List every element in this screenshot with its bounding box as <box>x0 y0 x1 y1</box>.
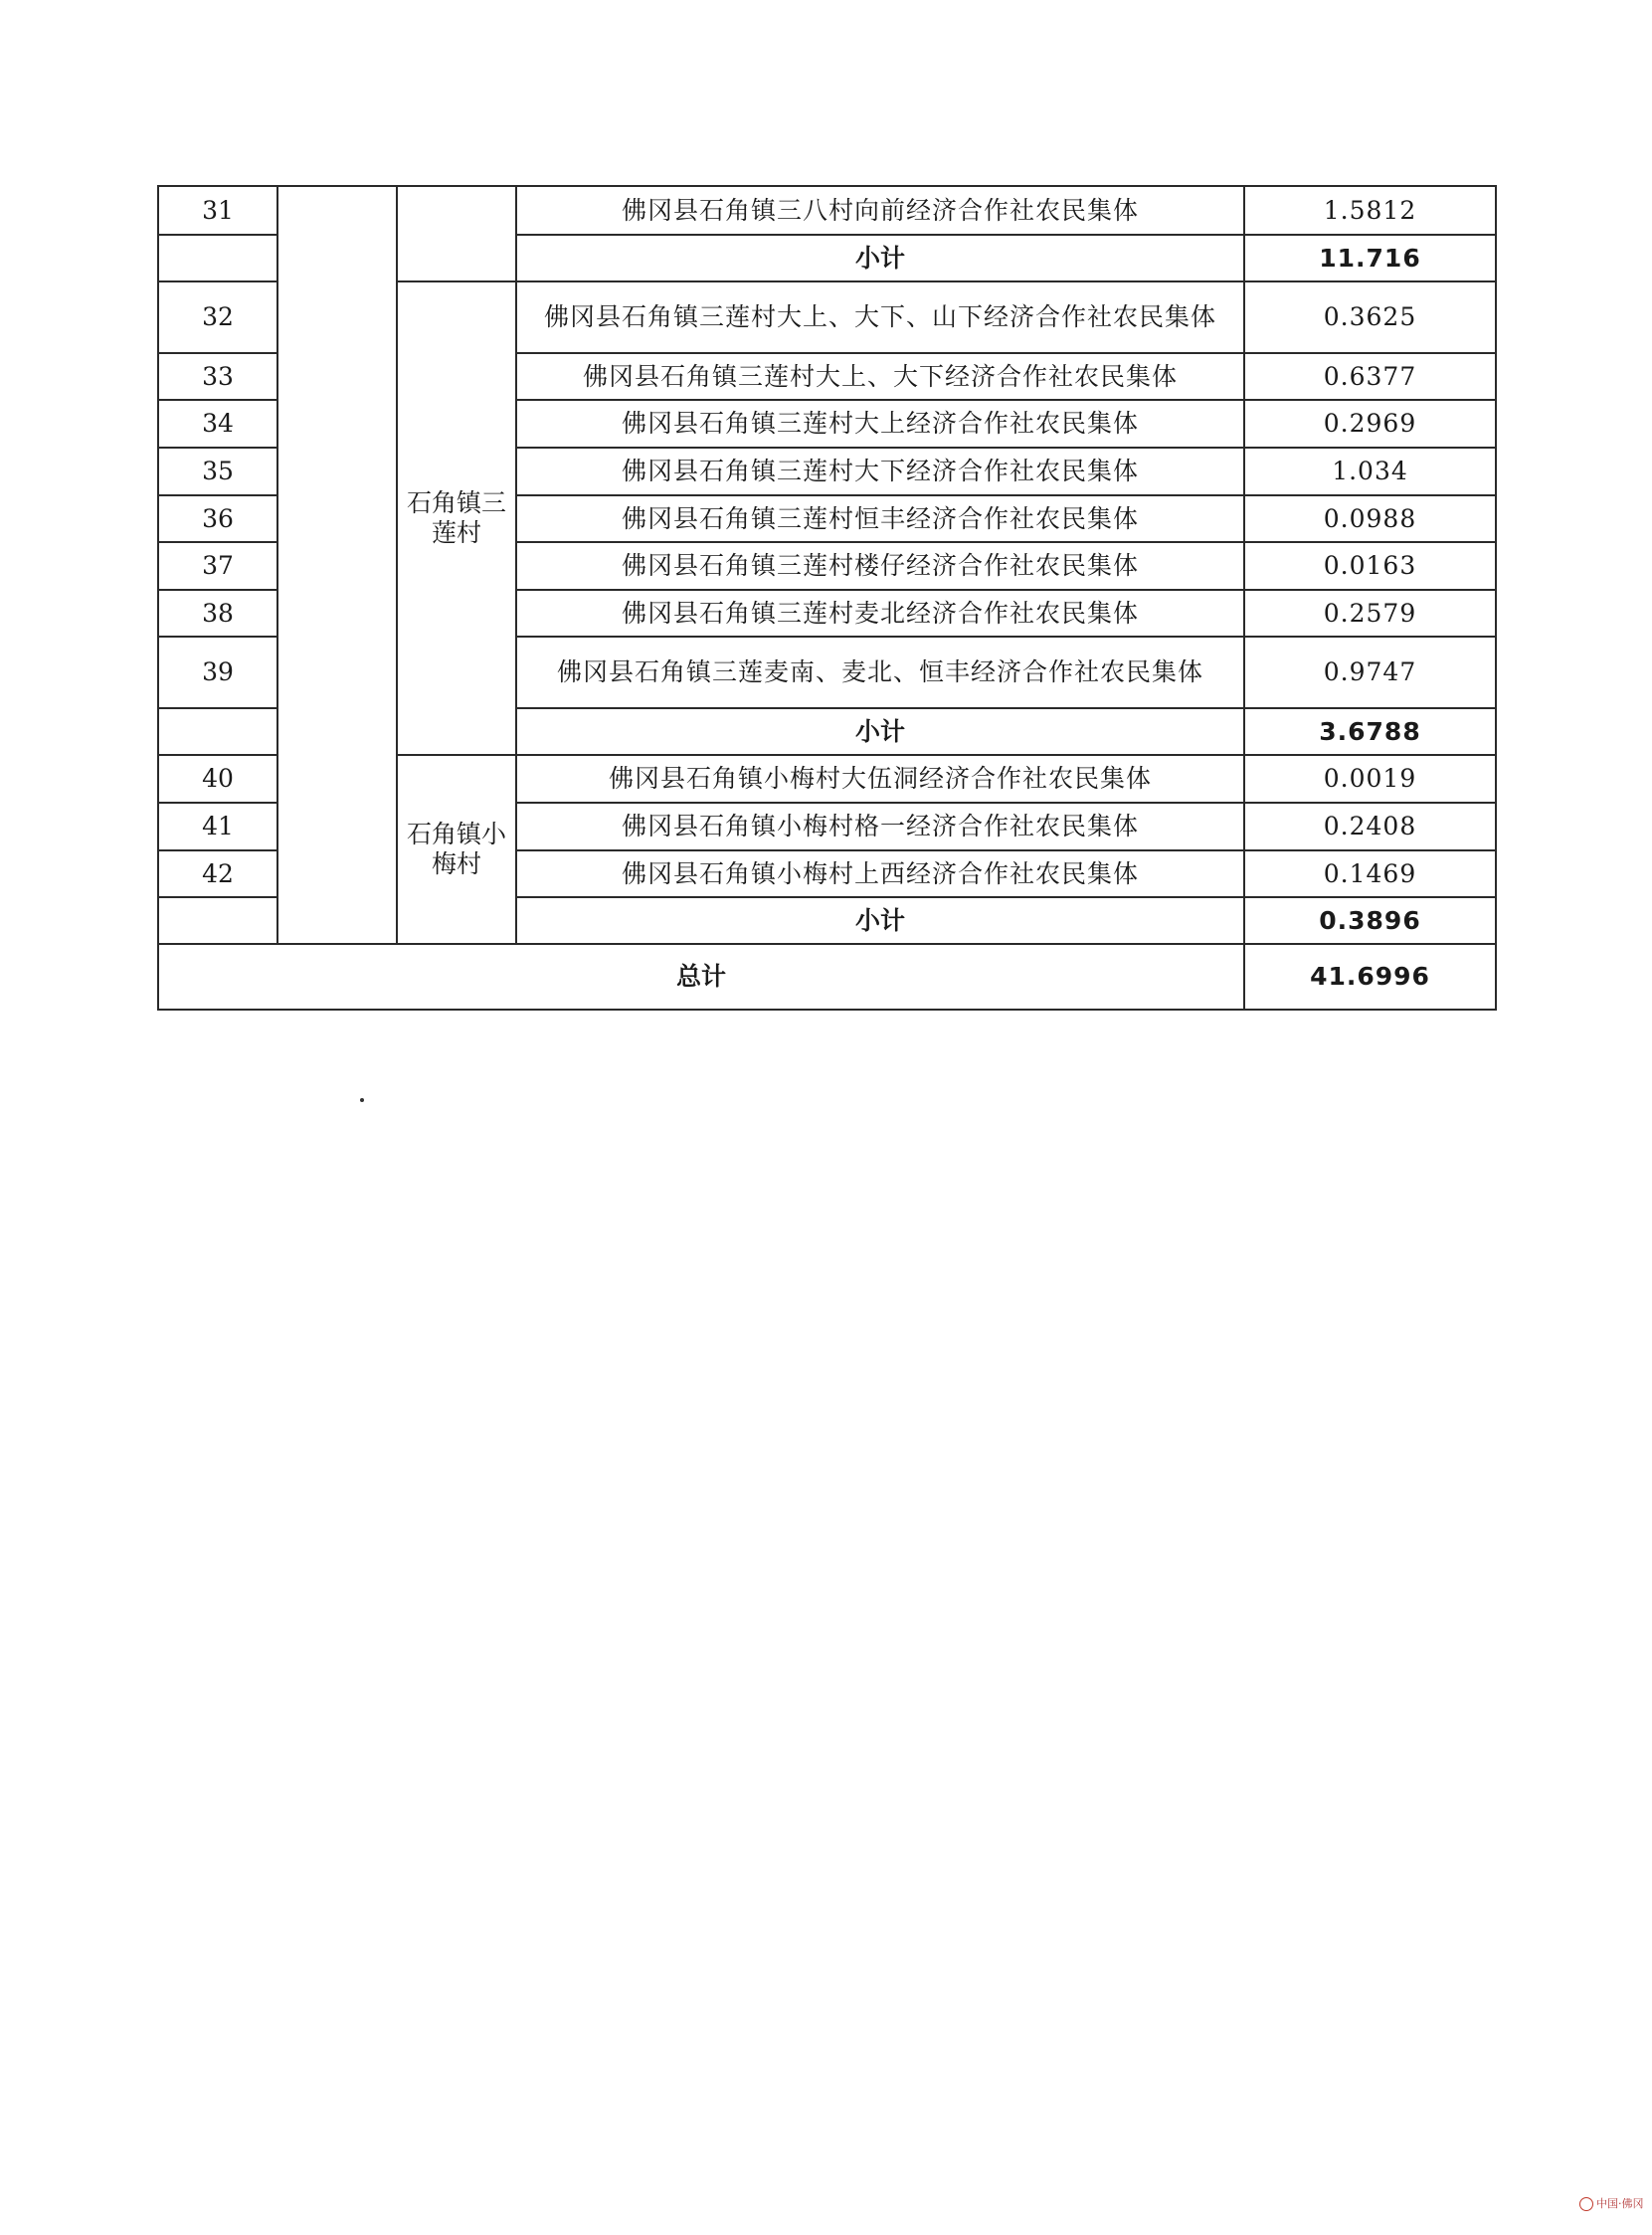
land-collective-table <box>157 185 1497 1011</box>
area-value: 0.9747 <box>1244 637 1496 708</box>
total-label: 总计 <box>158 944 1244 1010</box>
total-value: 41.6996 <box>1244 944 1496 1010</box>
area-value: 0.0163 <box>1244 542 1496 590</box>
row-number: 39 <box>158 637 277 708</box>
area-value: 0.0019 <box>1244 755 1496 803</box>
row-number: 40 <box>158 755 277 803</box>
area-value: 0.0988 <box>1244 495 1496 542</box>
subtotal-label: 小计 <box>516 235 1244 281</box>
row-number: 35 <box>158 448 277 495</box>
village-name-sanlian: 石角镇三莲村 <box>397 281 516 755</box>
village-cell-sanba <box>397 186 516 281</box>
seal-icon <box>1579 2197 1593 2211</box>
row-number <box>158 708 277 755</box>
row-number <box>158 235 277 281</box>
collective-name: 佛冈县石角镇小梅村大伍洞经济合作社农民集体 <box>516 755 1244 803</box>
subtotal-value: 3.6788 <box>1244 708 1496 755</box>
area-value: 0.2408 <box>1244 803 1496 850</box>
row-number: 36 <box>158 495 277 542</box>
collective-name: 佛冈县石角镇三莲村大上经济合作社农民集体 <box>516 400 1244 448</box>
collective-name: 佛冈县石角镇三莲村大上、大下经济合作社农民集体 <box>516 353 1244 400</box>
collective-name: 佛冈县石角镇三莲麦南、麦北、恒丰经济合作社农民集体 <box>516 637 1244 708</box>
row-number: 42 <box>158 850 277 897</box>
subtotal-label: 小计 <box>516 897 1244 944</box>
table-row <box>158 186 1496 235</box>
village-name-xiaomei: 石角镇小梅村 <box>397 755 516 944</box>
row-number: 33 <box>158 353 277 400</box>
watermark-stamp <box>1579 2195 1644 2211</box>
row-number <box>158 897 277 944</box>
collective-name: 佛冈县石角镇三莲村大上、大下、山下经济合作社农民集体 <box>516 281 1244 353</box>
row-number: 32 <box>158 281 277 353</box>
row-number: 38 <box>158 590 277 637</box>
collective-name: 佛冈县石角镇三莲村麦北经济合作社农民集体 <box>516 590 1244 637</box>
collective-name: 佛冈县石角镇三八村向前经济合作社农民集体 <box>516 186 1244 235</box>
collective-name: 佛冈县石角镇小梅村上西经济合作社农民集体 <box>516 850 1244 897</box>
collective-name: 佛冈县石角镇三莲村楼仔经济合作社农民集体 <box>516 542 1244 590</box>
collective-name: 佛冈县石角镇三莲村恒丰经济合作社农民集体 <box>516 495 1244 542</box>
town-cell <box>277 186 397 944</box>
row-number: 41 <box>158 803 277 850</box>
area-value: 0.1469 <box>1244 850 1496 897</box>
collective-name: 佛冈县石角镇三莲村大下经济合作社农民集体 <box>516 448 1244 495</box>
area-value: 0.2579 <box>1244 590 1496 637</box>
row-number: 37 <box>158 542 277 590</box>
area-value: 1.034 <box>1244 448 1496 495</box>
area-value: 0.3625 <box>1244 281 1496 353</box>
area-value: 0.2969 <box>1244 400 1496 448</box>
subtotal-label: 小计 <box>516 708 1244 755</box>
subtotal-value: 0.3896 <box>1244 897 1496 944</box>
subtotal-value: 11.716 <box>1244 235 1496 281</box>
stray-mark <box>360 1098 364 1102</box>
row-number: 34 <box>158 400 277 448</box>
collective-name: 佛冈县石角镇小梅村格一经济合作社农民集体 <box>516 803 1244 850</box>
stamp-text: 中国·佛冈 <box>1596 2197 1644 2210</box>
area-value: 0.6377 <box>1244 353 1496 400</box>
row-number: 31 <box>158 186 277 235</box>
total-row <box>158 944 1496 1010</box>
area-value: 1.5812 <box>1244 186 1496 235</box>
